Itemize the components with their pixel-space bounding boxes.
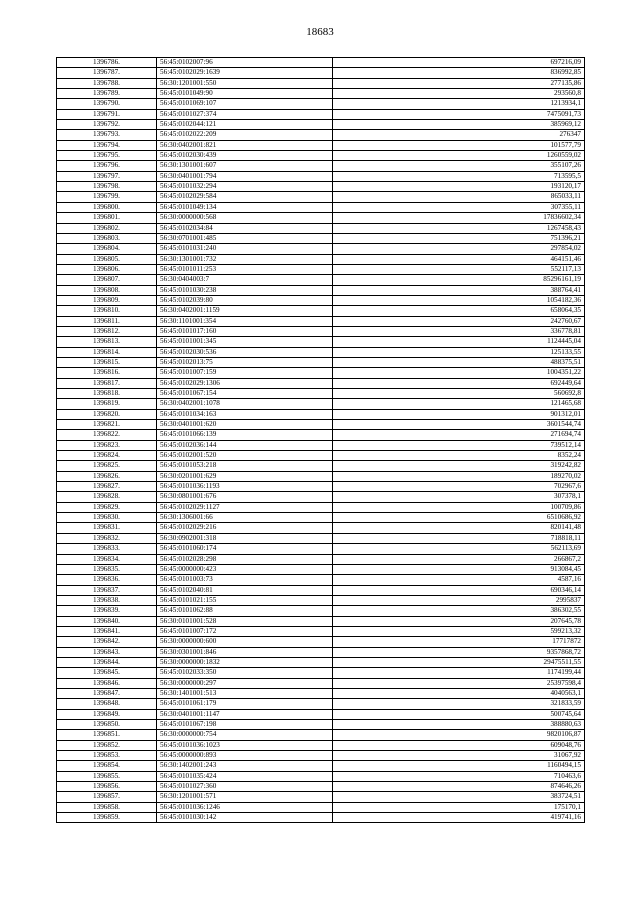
- cadastral-value-cell: 193120,17: [333, 182, 585, 192]
- cadastral-number-cell: 56:30:0701001:485: [157, 233, 333, 243]
- cadastral-number-cell: 56:30:1201001:571: [157, 792, 333, 802]
- cadastral-value-cell: 385969,12: [333, 120, 585, 130]
- table-row: [57, 513, 585, 523]
- cadastral-number-cell: 56:45:0101062:88: [157, 606, 333, 616]
- row-number-cell: 1396809.: [57, 295, 157, 305]
- cadastral-value-cell: 710463,6: [333, 771, 585, 781]
- row-number-cell: 1396813.: [57, 337, 157, 347]
- row-number-cell: 1396847.: [57, 688, 157, 698]
- row-number-cell: 1396846.: [57, 678, 157, 688]
- cadastral-number-cell: 56:45:0101049:134: [157, 202, 333, 212]
- cadastral-value-cell: 293560,8: [333, 89, 585, 99]
- cadastral-number-cell: 56:30:0401001:620: [157, 420, 333, 430]
- cadastral-value-cell: 7475091,73: [333, 109, 585, 119]
- row-number-cell: 1396817.: [57, 378, 157, 388]
- cadastral-number-cell: 56:45:0102029:1306: [157, 378, 333, 388]
- cadastral-value-cell: 388764,41: [333, 285, 585, 295]
- cadastral-number-cell: 56:45:0101067:198: [157, 720, 333, 730]
- table-row: [57, 678, 585, 688]
- cadastral-value-cell: 739512,14: [333, 440, 585, 450]
- row-number-cell: 1396786.: [57, 58, 157, 68]
- row-number-cell: 1396830.: [57, 513, 157, 523]
- table-row: [57, 564, 585, 574]
- row-number-cell: 1396848.: [57, 699, 157, 709]
- row-number-cell: 1396828.: [57, 492, 157, 502]
- cadastral-number-cell: 56:45:0102007:96: [157, 58, 333, 68]
- row-number-cell: 1396801.: [57, 213, 157, 223]
- table-row: [57, 161, 585, 171]
- table-row: [57, 254, 585, 264]
- row-number-cell: 1396820.: [57, 409, 157, 419]
- cadastral-number-cell: 56:45:0102022:209: [157, 130, 333, 140]
- cadastral-value-cell: 383724,51: [333, 792, 585, 802]
- row-number-cell: 1396814.: [57, 347, 157, 357]
- table-row: [57, 171, 585, 181]
- table-row: [57, 368, 585, 378]
- row-number-cell: 1396831.: [57, 523, 157, 533]
- table-row: [57, 430, 585, 440]
- cadastral-value-cell: 9820106,87: [333, 730, 585, 740]
- cadastral-value-table: [56, 57, 585, 823]
- cadastral-number-cell: 56:45:0101066:139: [157, 430, 333, 440]
- row-number-cell: 1396789.: [57, 89, 157, 99]
- table-row: [57, 316, 585, 326]
- table-row: [57, 720, 585, 730]
- cadastral-value-cell: 125133,55: [333, 347, 585, 357]
- cadastral-number-cell: 56:30:0404003:7: [157, 275, 333, 285]
- row-number-cell: 1396845.: [57, 668, 157, 678]
- cadastral-value-cell: 307378,1: [333, 492, 585, 502]
- cadastral-value-cell: 388880,63: [333, 720, 585, 730]
- cadastral-value-cell: 121465,68: [333, 399, 585, 409]
- row-number-cell: 1396821.: [57, 420, 157, 430]
- cadastral-number-cell: 56:45:0101036:1023: [157, 740, 333, 750]
- table-row: [57, 688, 585, 698]
- cadastral-value-cell: 1174199,44: [333, 668, 585, 678]
- row-number-cell: 1396792.: [57, 120, 157, 130]
- table-row: [57, 389, 585, 399]
- table-row: [57, 802, 585, 812]
- cadastral-number-cell: 56:45:0101049:90: [157, 89, 333, 99]
- table-row: [57, 616, 585, 626]
- row-number-cell: 1396799.: [57, 192, 157, 202]
- cadastral-value-cell: 697216,09: [333, 58, 585, 68]
- table-row: [57, 709, 585, 719]
- cadastral-number-cell: 56:45:0101035:424: [157, 771, 333, 781]
- row-number-cell: 1396844.: [57, 657, 157, 667]
- row-number-cell: 1396852.: [57, 740, 157, 750]
- cadastral-value-cell: 702967,6: [333, 482, 585, 492]
- cadastral-value-cell: 189270,02: [333, 471, 585, 481]
- cadastral-value-cell: 1054182,36: [333, 295, 585, 305]
- row-number-cell: 1396794.: [57, 140, 157, 150]
- row-number-cell: 1396855.: [57, 771, 157, 781]
- row-number-cell: 1396833.: [57, 544, 157, 554]
- cadastral-value-cell: 31067,92: [333, 751, 585, 761]
- cadastral-number-cell: 56:45:0102044:121: [157, 120, 333, 130]
- row-number-cell: 1396838.: [57, 595, 157, 605]
- table-row: [57, 275, 585, 285]
- cadastral-number-cell: 56:30:0402001:821: [157, 140, 333, 150]
- table-row: [57, 399, 585, 409]
- cadastral-value-cell: 336778,81: [333, 326, 585, 336]
- cadastral-number-cell: 56:30:0000000:600: [157, 637, 333, 647]
- cadastral-number-cell: 56:45:0102029:1639: [157, 68, 333, 78]
- table-row: [57, 58, 585, 68]
- cadastral-value-cell: 658064,35: [333, 306, 585, 316]
- cadastral-number-cell: 56:45:0102034:84: [157, 223, 333, 233]
- cadastral-value-cell: 718818,11: [333, 533, 585, 543]
- cadastral-value-cell: 1124445,04: [333, 337, 585, 347]
- table-row: [57, 730, 585, 740]
- cadastral-number-cell: 56:45:0101030:142: [157, 813, 333, 823]
- cadastral-value-cell: 562113,69: [333, 544, 585, 554]
- cadastral-number-cell: 56:30:0401001:794: [157, 171, 333, 181]
- cadastral-number-cell: 56:45:0101060:174: [157, 544, 333, 554]
- row-number-cell: 1396815.: [57, 357, 157, 367]
- row-number-cell: 1396826.: [57, 471, 157, 481]
- table-row: [57, 202, 585, 212]
- cadastral-value-cell: 464151,46: [333, 254, 585, 264]
- row-number-cell: 1396819.: [57, 399, 157, 409]
- cadastral-value-cell: 1260559,02: [333, 151, 585, 161]
- row-number-cell: 1396824.: [57, 451, 157, 461]
- table-row: [57, 771, 585, 781]
- cadastral-number-cell: 56:45:0101027:374: [157, 109, 333, 119]
- cadastral-value-cell: 836992,85: [333, 68, 585, 78]
- cadastral-number-cell: 56:45:0101030:238: [157, 285, 333, 295]
- cadastral-number-cell: 56:30:1101001:354: [157, 316, 333, 326]
- row-number-cell: 1396805.: [57, 254, 157, 264]
- cadastral-number-cell: 56:45:0101067:154: [157, 389, 333, 399]
- cadastral-number-cell: 56:45:0102029:216: [157, 523, 333, 533]
- cadastral-number-cell: 56:30:0000000:297: [157, 678, 333, 688]
- cadastral-value-cell: 488375,51: [333, 357, 585, 367]
- cadastral-value-cell: 2995837: [333, 595, 585, 605]
- row-number-cell: 1396807.: [57, 275, 157, 285]
- cadastral-number-cell: 56:45:0101069:107: [157, 99, 333, 109]
- table-row: [57, 151, 585, 161]
- cadastral-value-cell: 874646,26: [333, 782, 585, 792]
- cadastral-value-cell: 25397598,4: [333, 678, 585, 688]
- table-row: [57, 699, 585, 709]
- row-number-cell: 1396806.: [57, 264, 157, 274]
- cadastral-number-cell: 56:30:0402001:1078: [157, 399, 333, 409]
- cadastral-value-cell: 1160494,15: [333, 761, 585, 771]
- table-row: [57, 192, 585, 202]
- cadastral-number-cell: 56:30:1301001:732: [157, 254, 333, 264]
- cadastral-number-cell: 56:30:0101001:528: [157, 616, 333, 626]
- cadastral-number-cell: 56:45:0102040:81: [157, 585, 333, 595]
- cadastral-value-cell: 100709,86: [333, 502, 585, 512]
- row-number-cell: 1396795.: [57, 151, 157, 161]
- cadastral-number-cell: 56:30:1401001:513: [157, 688, 333, 698]
- table-row: [57, 347, 585, 357]
- table-row: [57, 306, 585, 316]
- row-number-cell: 1396796.: [57, 161, 157, 171]
- row-number-cell: 1396839.: [57, 606, 157, 616]
- row-number-cell: 1396858.: [57, 802, 157, 812]
- cadastral-number-cell: 56:45:0101036:1193: [157, 482, 333, 492]
- cadastral-value-cell: 865033,11: [333, 192, 585, 202]
- cadastral-number-cell: 56:45:0101011:253: [157, 264, 333, 274]
- cadastral-number-cell: 56:30:0201001:629: [157, 471, 333, 481]
- cadastral-number-cell: 56:45:0000000:893: [157, 751, 333, 761]
- table-row: [57, 626, 585, 636]
- cadastral-number-cell: 56:45:0102039:80: [157, 295, 333, 305]
- cadastral-value-cell: 692449,64: [333, 378, 585, 388]
- cadastral-value-cell: 690346,14: [333, 585, 585, 595]
- cadastral-number-cell: 56:45:0102030:536: [157, 347, 333, 357]
- cadastral-value-cell: 271694,74: [333, 430, 585, 440]
- cadastral-number-cell: 56:45:0101053:218: [157, 461, 333, 471]
- table-row: [57, 337, 585, 347]
- cadastral-value-cell: 1267458,43: [333, 223, 585, 233]
- table-row: [57, 78, 585, 88]
- cadastral-number-cell: 56:45:0000000:423: [157, 564, 333, 574]
- row-number-cell: 1396829.: [57, 502, 157, 512]
- cadastral-number-cell: 56:30:1306001:66: [157, 513, 333, 523]
- cadastral-number-cell: 56:45:0101034:163: [157, 409, 333, 419]
- row-number-cell: 1396818.: [57, 389, 157, 399]
- cadastral-number-cell: 56:45:0102001:520: [157, 451, 333, 461]
- row-number-cell: 1396823.: [57, 440, 157, 450]
- table-row: [57, 461, 585, 471]
- table-row: [57, 213, 585, 223]
- table-row: [57, 451, 585, 461]
- cadastral-value-cell: 321833,59: [333, 699, 585, 709]
- cadastral-number-cell: 56:45:0101003:73: [157, 575, 333, 585]
- cadastral-number-cell: 56:45:0101061:179: [157, 699, 333, 709]
- row-number-cell: 1396850.: [57, 720, 157, 730]
- table-row: [57, 420, 585, 430]
- table-row: [57, 751, 585, 761]
- table-row: [57, 657, 585, 667]
- row-number-cell: 1396859.: [57, 813, 157, 823]
- cadastral-number-cell: 56:45:0102029:584: [157, 192, 333, 202]
- cadastral-number-cell: 56:45:0101021:155: [157, 595, 333, 605]
- cadastral-value-cell: 713595,5: [333, 171, 585, 181]
- table-row: [57, 471, 585, 481]
- cadastral-number-cell: 56:30:1301001:607: [157, 161, 333, 171]
- cadastral-value-cell: 6510686,92: [333, 513, 585, 523]
- table-row: [57, 585, 585, 595]
- cadastral-number-cell: 56:30:0000000:754: [157, 730, 333, 740]
- table-row: [57, 637, 585, 647]
- cadastral-value-cell: 276347: [333, 130, 585, 140]
- cadastral-value-cell: 913084,45: [333, 564, 585, 574]
- cadastral-value-cell: 297854,02: [333, 244, 585, 254]
- row-number-cell: 1396851.: [57, 730, 157, 740]
- cadastral-value-cell: 1004351,22: [333, 368, 585, 378]
- cadastral-value-cell: 207645,78: [333, 616, 585, 626]
- cadastral-value-cell: 901312,01: [333, 409, 585, 419]
- cadastral-value-cell: 552117,13: [333, 264, 585, 274]
- row-number-cell: 1396856.: [57, 782, 157, 792]
- row-number-cell: 1396787.: [57, 68, 157, 78]
- cadastral-value-cell: 242760,67: [333, 316, 585, 326]
- page-number: 18683: [306, 26, 334, 38]
- row-number-cell: 1396842.: [57, 637, 157, 647]
- row-number-cell: 1396832.: [57, 533, 157, 543]
- cadastral-value-cell: 29475511,55: [333, 657, 585, 667]
- cadastral-number-cell: 56:30:0402001:1159: [157, 306, 333, 316]
- table-row: [57, 606, 585, 616]
- table-row: [57, 647, 585, 657]
- table-row: [57, 89, 585, 99]
- cadastral-number-cell: 56:30:1201001:550: [157, 78, 333, 88]
- cadastral-value-cell: 751396,21: [333, 233, 585, 243]
- cadastral-value-cell: 101577,79: [333, 140, 585, 150]
- row-number-cell: 1396788.: [57, 78, 157, 88]
- cadastral-value-cell: 17717872: [333, 637, 585, 647]
- row-number-cell: 1396836.: [57, 575, 157, 585]
- row-number-cell: 1396811.: [57, 316, 157, 326]
- cadastral-value-cell: 266867,2: [333, 554, 585, 564]
- row-number-cell: 1396812.: [57, 326, 157, 336]
- table-row: [57, 502, 585, 512]
- cadastral-number-cell: 56:30:0401001:1147: [157, 709, 333, 719]
- cadastral-number-cell: 56:45:0102029:1127: [157, 502, 333, 512]
- table-row: [57, 595, 585, 605]
- row-number-cell: 1396825.: [57, 461, 157, 471]
- cadastral-value-cell: 175170,1: [333, 802, 585, 812]
- table-row: [57, 295, 585, 305]
- table-row: [57, 68, 585, 78]
- table-body: [57, 58, 585, 823]
- row-number-cell: 1396810.: [57, 306, 157, 316]
- table-row: [57, 523, 585, 533]
- row-number-cell: 1396808.: [57, 285, 157, 295]
- cadastral-value-cell: 609048,76: [333, 740, 585, 750]
- row-number-cell: 1396840.: [57, 616, 157, 626]
- cadastral-value-cell: 9357868,72: [333, 647, 585, 657]
- cadastral-value-cell: 17836602,34: [333, 213, 585, 223]
- table-row: [57, 378, 585, 388]
- table-row: [57, 492, 585, 502]
- row-number-cell: 1396798.: [57, 182, 157, 192]
- row-number-cell: 1396843.: [57, 647, 157, 657]
- row-number-cell: 1396793.: [57, 130, 157, 140]
- row-number-cell: 1396857.: [57, 792, 157, 802]
- table-row: [57, 533, 585, 543]
- table-row: [57, 326, 585, 336]
- table-row: [57, 285, 585, 295]
- row-number-cell: 1396803.: [57, 233, 157, 243]
- table-row: [57, 668, 585, 678]
- row-number-cell: 1396849.: [57, 709, 157, 719]
- table-row: [57, 357, 585, 367]
- row-number-cell: 1396854.: [57, 761, 157, 771]
- cadastral-number-cell: 56:45:0101027:360: [157, 782, 333, 792]
- table-row: [57, 554, 585, 564]
- cadastral-value-cell: 355107,26: [333, 161, 585, 171]
- cadastral-number-cell: 56:45:0101007:159: [157, 368, 333, 378]
- row-number-cell: 1396822.: [57, 430, 157, 440]
- table-row: [57, 109, 585, 119]
- cadastral-number-cell: 56:45:0102033:350: [157, 668, 333, 678]
- table-row: [57, 130, 585, 140]
- cadastral-number-cell: 56:45:0101036:1246: [157, 802, 333, 812]
- cadastral-value-cell: 277135,86: [333, 78, 585, 88]
- cadastral-value-cell: 4587,16: [333, 575, 585, 585]
- row-number-cell: 1396834.: [57, 554, 157, 564]
- cadastral-value-cell: 307355,11: [333, 202, 585, 212]
- row-number-cell: 1396837.: [57, 585, 157, 595]
- table-row: [57, 99, 585, 109]
- row-number-cell: 1396816.: [57, 368, 157, 378]
- cadastral-number-cell: 56:45:0102036:144: [157, 440, 333, 450]
- cadastral-value-cell: 319242,82: [333, 461, 585, 471]
- cadastral-number-cell: 56:45:0101017:160: [157, 326, 333, 336]
- cadastral-number-cell: 56:30:0000000:1832: [157, 657, 333, 667]
- cadastral-number-cell: 56:30:1402001:243: [157, 761, 333, 771]
- table-row: [57, 409, 585, 419]
- cadastral-number-cell: 56:30:0902001:318: [157, 533, 333, 543]
- table-row: [57, 761, 585, 771]
- cadastral-number-cell: 56:45:0101031:240: [157, 244, 333, 254]
- table-row: [57, 782, 585, 792]
- table-row: [57, 140, 585, 150]
- cadastral-value-cell: 599213,32: [333, 626, 585, 636]
- table-row: [57, 264, 585, 274]
- table-row: [57, 482, 585, 492]
- table-row: [57, 182, 585, 192]
- cadastral-value-cell: 500745,64: [333, 709, 585, 719]
- cadastral-value-cell: 85296161,19: [333, 275, 585, 285]
- cadastral-number-cell: 56:45:0101001:345: [157, 337, 333, 347]
- cadastral-number-cell: 56:45:0101032:294: [157, 182, 333, 192]
- cadastral-value-cell: 820141,48: [333, 523, 585, 533]
- cadastral-value-cell: 8352,24: [333, 451, 585, 461]
- cadastral-number-cell: 56:30:0000000:568: [157, 213, 333, 223]
- row-number-cell: 1396790.: [57, 99, 157, 109]
- cadastral-value-cell: 419741,16: [333, 813, 585, 823]
- table-row: [57, 740, 585, 750]
- cadastral-value-cell: 1213934,1: [333, 99, 585, 109]
- table-row: [57, 544, 585, 554]
- table-row: [57, 440, 585, 450]
- cadastral-number-cell: 56:45:0101007:172: [157, 626, 333, 636]
- row-number-cell: 1396800.: [57, 202, 157, 212]
- table-row: [57, 244, 585, 254]
- cadastral-value-cell: 3601544,74: [333, 420, 585, 430]
- cadastral-value-cell: 4040563,1: [333, 688, 585, 698]
- table-row: [57, 575, 585, 585]
- cadastral-number-cell: 56:45:0102030:439: [157, 151, 333, 161]
- row-number-cell: 1396853.: [57, 751, 157, 761]
- row-number-cell: 1396804.: [57, 244, 157, 254]
- table-row: [57, 792, 585, 802]
- row-number-cell: 1396802.: [57, 223, 157, 233]
- table-row: [57, 813, 585, 823]
- cadastral-number-cell: 56:30:0801001:676: [157, 492, 333, 502]
- cadastral-number-cell: 56:30:0301001:846: [157, 647, 333, 657]
- row-number-cell: 1396791.: [57, 109, 157, 119]
- table-row: [57, 223, 585, 233]
- cadastral-number-cell: 56:45:0102013:75: [157, 357, 333, 367]
- row-number-cell: 1396835.: [57, 564, 157, 574]
- row-number-cell: 1396841.: [57, 626, 157, 636]
- row-number-cell: 1396797.: [57, 171, 157, 181]
- cadastral-value-cell: 560692,8: [333, 389, 585, 399]
- row-number-cell: 1396827.: [57, 482, 157, 492]
- cadastral-number-cell: 56:45:0102028:298: [157, 554, 333, 564]
- cadastral-value-cell: 386302,55: [333, 606, 585, 616]
- table-row: [57, 233, 585, 243]
- table-row: [57, 120, 585, 130]
